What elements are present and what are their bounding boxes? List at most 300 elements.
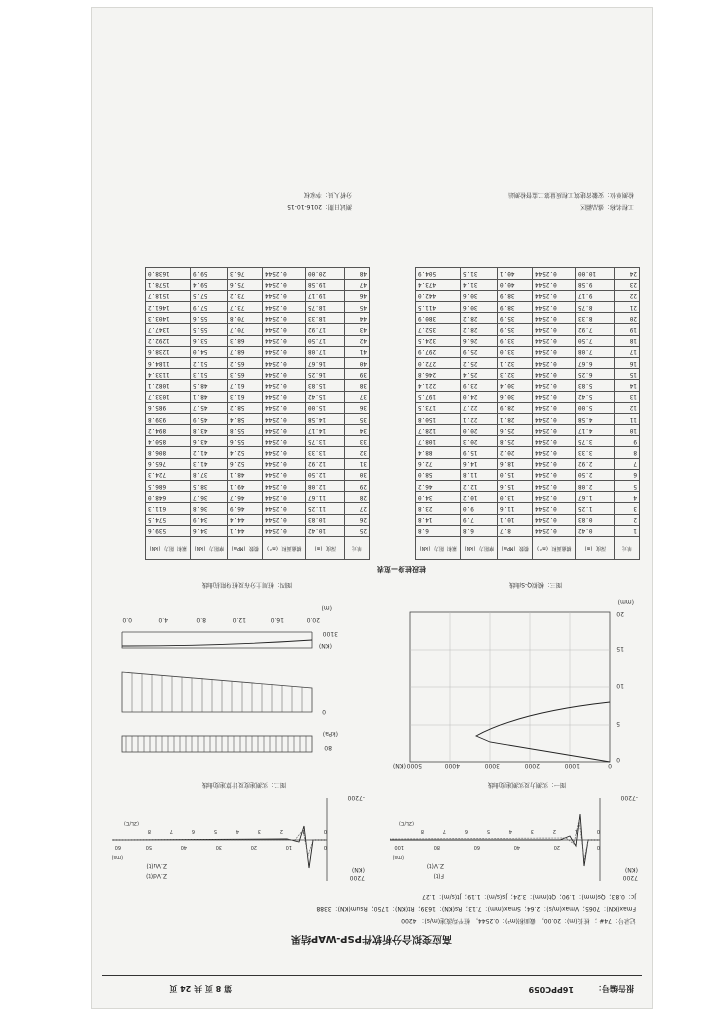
plot2-x-5: 50 <box>145 844 152 850</box>
table-cell: 15.00 <box>306 402 345 413</box>
fig3-x-tick-5: 5000 <box>406 762 422 769</box>
table-cell: 4 <box>615 492 640 503</box>
table-cell: 1082.1 <box>146 380 191 391</box>
plot1-tick-unit: (2L/C) <box>398 820 414 826</box>
plot1-legend-1: F(t) <box>433 872 444 879</box>
table-cell: 15.42 <box>306 391 345 402</box>
table-cell: 0.2544 <box>533 492 576 503</box>
table-cell: 15.83 <box>306 380 345 391</box>
table-cell: 6.8 <box>416 525 461 536</box>
table-cell: 24.0 <box>461 391 498 402</box>
table-cell: 3.75 <box>576 436 615 447</box>
plot2-x-1: 10 <box>285 844 292 850</box>
fig4-x-tick-0: 0.0 <box>122 616 132 623</box>
table-row <box>416 425 640 436</box>
table-cell: 0.2544 <box>263 369 306 380</box>
table-cell: 10.00 <box>576 268 615 279</box>
table-cell: 1638.0 <box>146 268 191 279</box>
plot1-x-4: 80 <box>433 844 440 850</box>
table-row <box>416 380 640 391</box>
fig3-x-tick-3: 3000 <box>484 762 500 769</box>
table-cell: 76.3 <box>228 268 263 279</box>
table-cell: 0.2544 <box>533 413 576 424</box>
table-cell: 30.6 <box>461 302 498 313</box>
table-cell: 16.67 <box>306 358 345 369</box>
table-row <box>146 447 370 458</box>
plot2-tick-7: 7 <box>169 828 173 834</box>
table-cell: 10.83 <box>306 514 345 525</box>
table-row <box>146 380 370 391</box>
table-row <box>416 391 640 402</box>
table-row <box>146 402 370 413</box>
table-cell: 45.7 <box>191 402 228 413</box>
plot2-tick-3: 3 <box>257 828 261 834</box>
table-cell: 38.9 <box>498 290 533 301</box>
table-cell: 0.2544 <box>533 346 576 357</box>
table-cell: 17.50 <box>306 335 345 346</box>
table-cell: 49.1 <box>228 481 263 492</box>
table-cell: 26 <box>345 514 370 525</box>
table-cell: 43.6 <box>191 436 228 447</box>
table-cell: 1292.2 <box>146 335 191 346</box>
page-info: 第 8 页 共 24 页 <box>169 984 232 993</box>
plot2-legend-2: Z.Vu(t) <box>146 862 167 869</box>
fig4-side-3100: 3100 <box>322 630 338 637</box>
table-cell: 0.2544 <box>263 402 306 413</box>
table-cell: 0.2544 <box>263 447 306 458</box>
table-cell: 54.0 <box>191 346 228 357</box>
table-cell: 59.9 <box>191 268 228 279</box>
table-cell: 11.25 <box>306 503 345 514</box>
plot2-x-2: 20 <box>250 844 257 850</box>
table-cell: 88.4 <box>416 447 461 458</box>
table-cell: 9.17 <box>576 290 615 301</box>
table-cell: 0.2544 <box>263 346 306 357</box>
table-title: 桩段桩身—览表 <box>377 565 426 573</box>
fig4-resistance-distribution <box>104 594 372 772</box>
table-cell: 35 <box>345 413 370 424</box>
table-cell: 0.2544 <box>533 369 576 380</box>
table-cell: 7 <box>615 458 640 469</box>
table-cell: 20.0 <box>461 425 498 436</box>
table-cell: 22.1 <box>461 413 498 424</box>
table-cell: 894.2 <box>146 425 191 436</box>
table-cell: 36.7 <box>191 492 228 503</box>
table-cell: 0.2544 <box>533 391 576 402</box>
table-row <box>416 290 640 301</box>
table-row <box>416 492 640 503</box>
table-cell: 13.33 <box>306 447 345 458</box>
table-row <box>416 302 640 313</box>
fig3-caption: 图三：模拟Q-S曲线 <box>509 581 562 588</box>
table-cell: 68.7 <box>228 346 263 357</box>
table-cell: 41.3 <box>191 458 228 469</box>
table-row <box>146 436 370 447</box>
table-cell: 5.83 <box>576 380 615 391</box>
table-cell: 2.50 <box>576 469 615 480</box>
plot1-tick-7: 7 <box>442 828 446 834</box>
table-row <box>416 313 640 324</box>
table-row <box>416 525 640 536</box>
table-cell: 75.6 <box>228 279 263 290</box>
fig3-y-tick-4: 20 <box>616 610 624 617</box>
table-cell: 26.6 <box>461 335 498 346</box>
plot1-legend-2: Z.V(t) <box>426 862 444 869</box>
table-cell: 0.2544 <box>263 413 306 424</box>
table-row <box>146 324 370 335</box>
table-row <box>416 402 640 413</box>
col-header-depth: 深度 (m) <box>306 537 345 560</box>
pile-segment-table-left <box>415 268 640 561</box>
table-cell: 18 <box>615 335 640 346</box>
table-cell: 34.9 <box>191 514 228 525</box>
table-cell: 20.2 <box>498 447 533 458</box>
table-cell: 40.1 <box>498 268 533 279</box>
table-cell: 68.3 <box>228 335 263 346</box>
table-cell: 272.0 <box>416 358 461 369</box>
params-line-2: Fmax(KN)：7065；Vmax(m/s)：2.64；Smax(mm)：7.13；Rs(KN)：1639；Rt(KN)：1750；Rsum(KN)：3388 <box>316 905 636 912</box>
col-header-area: 横截面积 (m²) <box>533 537 576 560</box>
plot1-tick-1: 1 <box>574 828 578 834</box>
table-cell: 55.5 <box>191 324 228 335</box>
table-cell: 31 <box>345 458 370 469</box>
table-row <box>416 436 640 447</box>
table-row <box>146 503 370 514</box>
table-cell: 25.6 <box>498 425 533 436</box>
table-cell: 35.9 <box>498 324 533 335</box>
table-cell: 11.6 <box>498 503 533 514</box>
table-cell: 1 <box>615 525 640 536</box>
fig4-x-tick-5: 20.0 <box>306 616 320 623</box>
plot1-y-unit: (KN) <box>624 866 638 873</box>
table-row <box>416 413 640 424</box>
table-cell: 45 <box>345 302 370 313</box>
plot2-tick-4: 4 <box>235 828 239 834</box>
table-cell: 38.9 <box>498 302 533 313</box>
plot2-x-0: 0 <box>323 844 327 850</box>
table-cell: 0.2544 <box>263 458 306 469</box>
table-cell: 31.5 <box>461 268 498 279</box>
table-cell: 473.4 <box>416 279 461 290</box>
table-right <box>145 268 370 561</box>
table-cell: 24 <box>615 268 640 279</box>
plot1-y-top: 7200 <box>622 874 638 881</box>
table-cell: 19.17 <box>306 290 345 301</box>
table-cell: 1184.6 <box>146 358 191 369</box>
table-cell: 52.4 <box>228 447 263 458</box>
table-cell: 108.7 <box>416 436 461 447</box>
table-cell: 72.6 <box>416 458 461 469</box>
table-cell: 28.9 <box>498 402 533 413</box>
fig3-qs-curve <box>385 594 640 772</box>
table-cell: 51.2 <box>191 358 228 369</box>
fig4-side-kn: (KN) <box>318 642 332 649</box>
table-cell: 0.2544 <box>263 514 306 525</box>
plot1-x-1: 20 <box>553 844 560 850</box>
table-cell: 18.75 <box>306 302 345 313</box>
table-cell: 2.08 <box>576 481 615 492</box>
table-cell: 0.2544 <box>533 481 576 492</box>
table-cell: 6.25 <box>576 369 615 380</box>
fig1-caption: 图一：实测力及实测速度曲线 <box>487 781 566 788</box>
table-cell: 0.2544 <box>263 380 306 391</box>
wave-components-svg <box>102 794 367 886</box>
table-cell: 38 <box>345 380 370 391</box>
table-cell: 14.17 <box>306 425 345 436</box>
table-cell: 28.2 <box>461 324 498 335</box>
fig3-x-tick-1: 1000 <box>564 762 580 769</box>
table-cell: 1518.7 <box>146 290 191 301</box>
table-cell: 0.2544 <box>263 335 306 346</box>
table-cell: 1.67 <box>576 492 615 503</box>
table-row <box>146 391 370 402</box>
plot2-tick-5: 5 <box>213 828 217 834</box>
table-cell: 34 <box>345 425 370 436</box>
table-cell: 0.2544 <box>533 525 576 536</box>
footer-analyst: 分析人员：李家权 <box>303 191 352 198</box>
table-row <box>146 313 370 324</box>
plot2-x-unit: (ms) <box>111 854 123 860</box>
table-cell: 53.6 <box>191 335 228 346</box>
col-header-cumulative: 累积 阻力 (kN) <box>416 537 461 560</box>
table-cell: 25.8 <box>498 436 533 447</box>
table-cell: 15.9 <box>461 447 498 458</box>
table-cell: 10 <box>615 425 640 436</box>
plot1-tick-6: 6 <box>464 828 468 834</box>
table-row <box>146 290 370 301</box>
table-cell: 25.4 <box>461 369 498 380</box>
table-cell: 44.4 <box>228 514 263 525</box>
table-cell: 0.2544 <box>533 358 576 369</box>
table-cell: 48.1 <box>228 469 263 480</box>
table-cell: 0.2544 <box>263 436 306 447</box>
footer-org: 检测单位：安徽省建筑工程质量第二监督检测站 <box>507 191 634 198</box>
fig4-side-kpa: (kPa) <box>322 730 338 737</box>
table-cell: 4.58 <box>576 413 615 424</box>
table-cell: 52.6 <box>228 458 263 469</box>
table-cell: 2 <box>615 514 640 525</box>
table-row <box>416 469 640 480</box>
table-cell: 34.0 <box>416 492 461 503</box>
table-row <box>416 481 640 492</box>
table-cell: 0.2544 <box>263 492 306 503</box>
table-cell: 58.0 <box>416 469 461 480</box>
table-cell: 42 <box>345 335 370 346</box>
table-cell: 7.08 <box>576 346 615 357</box>
table-cell: 1133.4 <box>146 369 191 380</box>
table-cell: 1403.3 <box>146 313 191 324</box>
table-cell: 10.2 <box>461 492 498 503</box>
table-cell: 11.8 <box>461 469 498 480</box>
fig4-x-tick-4: 16.0 <box>270 616 284 623</box>
params-line-1: 记录号：74# ； 桩长(m)：20.00， 截面积(m²)：0.2544， 桩平均波速(m/s)： 4200 <box>401 917 636 924</box>
table-cell: 13.0 <box>498 492 533 503</box>
table-cell: 9 <box>615 436 640 447</box>
table-row <box>416 279 640 290</box>
table-cell: 48.5 <box>191 380 228 391</box>
table-cell: 611.3 <box>146 503 191 514</box>
table-cell: 17.92 <box>306 324 345 335</box>
table-cell: 46 <box>345 290 370 301</box>
plot1-x-2: 40 <box>513 844 520 850</box>
table-cell: 61.3 <box>228 391 263 402</box>
table-cell: 28.2 <box>461 313 498 324</box>
table-cell: 73.2 <box>228 290 263 301</box>
table-cell: 850.4 <box>146 436 191 447</box>
table-cell: 9.0 <box>461 503 498 514</box>
report-number-label: 报告编号： <box>594 984 634 993</box>
table-cell: 985.6 <box>146 402 191 413</box>
table-cell: 47 <box>345 279 370 290</box>
table-cell: 18.33 <box>306 313 345 324</box>
table-row <box>146 492 370 503</box>
table-cell: 12.50 <box>306 469 345 480</box>
table-cell: 33 <box>345 436 370 447</box>
table-cell: 10.1 <box>498 514 533 525</box>
table-cell: 51.3 <box>191 369 228 380</box>
table-cell: 1033.7 <box>146 391 191 402</box>
table-cell: 3.33 <box>576 447 615 458</box>
plot2-tick-2: 2 <box>279 828 283 834</box>
plot2-x-3: 30 <box>215 844 222 850</box>
table-cell: 221.4 <box>416 380 461 391</box>
plot1-x-5: 100 <box>394 844 404 850</box>
table-cell: 23 <box>615 279 640 290</box>
table-cell: 7.50 <box>576 335 615 346</box>
table-cell: 0.2544 <box>533 380 576 391</box>
fig3-y-tick-1: 5 <box>616 720 620 727</box>
table-row <box>146 525 370 536</box>
fig4-x-tick-2: 8.0 <box>196 616 206 623</box>
table-cell: 574.5 <box>146 514 191 525</box>
fig3-y-tick-0: 0 <box>616 756 620 763</box>
table-cell: 4.17 <box>576 425 615 436</box>
table-row <box>416 268 640 279</box>
table-cell: 32 <box>345 447 370 458</box>
table-cell: 20.00 <box>306 268 345 279</box>
table-cell: 28 <box>345 492 370 503</box>
table-cell: 0.2544 <box>263 469 306 480</box>
table-cell: 0.2544 <box>533 324 576 335</box>
table-cell: 150.8 <box>416 413 461 424</box>
table-cell: 8.7 <box>498 525 533 536</box>
table-cell: 15 <box>615 369 640 380</box>
fig4-x-unit: (m) <box>321 604 332 611</box>
table-cell: 724.3 <box>146 469 191 480</box>
table-cell: 14.8 <box>416 514 461 525</box>
fig4-caption: 图四：桩周土分布及桩身阻抗曲线 <box>201 581 292 588</box>
table-cell: 16 <box>615 358 640 369</box>
table-cell: 11 <box>615 413 640 424</box>
fig4-side-80: 80 <box>324 744 332 751</box>
table-row <box>416 324 640 335</box>
table-cell: 765.6 <box>146 458 191 469</box>
table-cell: 0.83 <box>576 514 615 525</box>
table-cell: 15.6 <box>498 481 533 492</box>
table-cell: 43.8 <box>191 425 228 436</box>
table-cell: 25 <box>345 525 370 536</box>
table-cell: 20 <box>615 313 640 324</box>
plot1-x-unit: (ms) <box>392 854 404 860</box>
plot1-tick-0: 0 <box>596 828 600 834</box>
table-cell: 0.2544 <box>263 358 306 369</box>
table-left-header-row <box>416 537 640 560</box>
table-cell: 352.7 <box>416 324 461 335</box>
table-row <box>146 268 370 279</box>
table-cell: 20.3 <box>461 436 498 447</box>
table-row <box>416 369 640 380</box>
footer-date: 测试日期：2016-10-15 <box>287 203 352 210</box>
table-cell: 55.8 <box>228 425 263 436</box>
resistance-distribution-svg <box>104 594 372 772</box>
table-cell: 173.5 <box>416 402 461 413</box>
table-cell: 9.58 <box>576 279 615 290</box>
plot-force-velocity <box>380 794 640 886</box>
table-cell: 44.1 <box>228 525 263 536</box>
pile-segment-table-right <box>145 268 370 561</box>
table-cell: 0.2544 <box>263 425 306 436</box>
table-cell: 0.2544 <box>263 391 306 402</box>
table-cell: 3 <box>615 503 640 514</box>
table-row <box>146 358 370 369</box>
table-row <box>146 458 370 469</box>
table-cell: 57.5 <box>191 290 228 301</box>
force-velocity-svg <box>380 794 640 886</box>
table-cell: 0.2544 <box>533 313 576 324</box>
table-cell: 70.8 <box>228 313 263 324</box>
table-cell: 7.9 <box>461 514 498 525</box>
table-row <box>146 481 370 492</box>
table-cell: 1347.7 <box>146 324 191 335</box>
table-cell: 16.25 <box>306 369 345 380</box>
table-cell: 1.25 <box>576 503 615 514</box>
table-cell: 28.1 <box>498 413 533 424</box>
table-cell: 0.2544 <box>263 313 306 324</box>
table-cell: 59.4 <box>191 279 228 290</box>
table-row <box>416 514 640 525</box>
plot2-tick-8: 8 <box>147 828 151 834</box>
col-header-modulus: 模数 (MPa) <box>498 537 533 560</box>
table-cell: 11.67 <box>306 492 345 503</box>
plot1-tick-3: 3 <box>530 828 534 834</box>
table-cell: 21 <box>615 302 640 313</box>
plot2-x-6: 60 <box>114 844 121 850</box>
table-cell: 13 <box>615 391 640 402</box>
table-cell: 30.4 <box>498 380 533 391</box>
table-cell: 0.2544 <box>533 268 576 279</box>
table-cell: 0.2544 <box>263 525 306 536</box>
table-cell: 324.5 <box>416 335 461 346</box>
table-cell: 34.6 <box>191 525 228 536</box>
table-cell: 0.2544 <box>263 481 306 492</box>
plot2-tick-6: 6 <box>191 828 195 834</box>
plot1-tick-4: 4 <box>508 828 512 834</box>
table-cell: 686.5 <box>146 481 191 492</box>
table-cell: 5.42 <box>576 391 615 402</box>
table-cell: 5.00 <box>576 402 615 413</box>
table-cell: 12.2 <box>461 481 498 492</box>
table-cell: 939.8 <box>146 413 191 424</box>
table-row <box>146 469 370 480</box>
table-cell: 23.9 <box>461 380 498 391</box>
table-cell: 32.3 <box>498 369 533 380</box>
table-row <box>416 335 640 346</box>
table-row <box>146 514 370 525</box>
fig2-caption: 图二：实测速度及计算速度曲线 <box>201 781 286 788</box>
plot1-x-0: 0 <box>596 844 600 850</box>
table-cell: 40.0 <box>498 279 533 290</box>
table-cell: 0.42 <box>576 525 615 536</box>
